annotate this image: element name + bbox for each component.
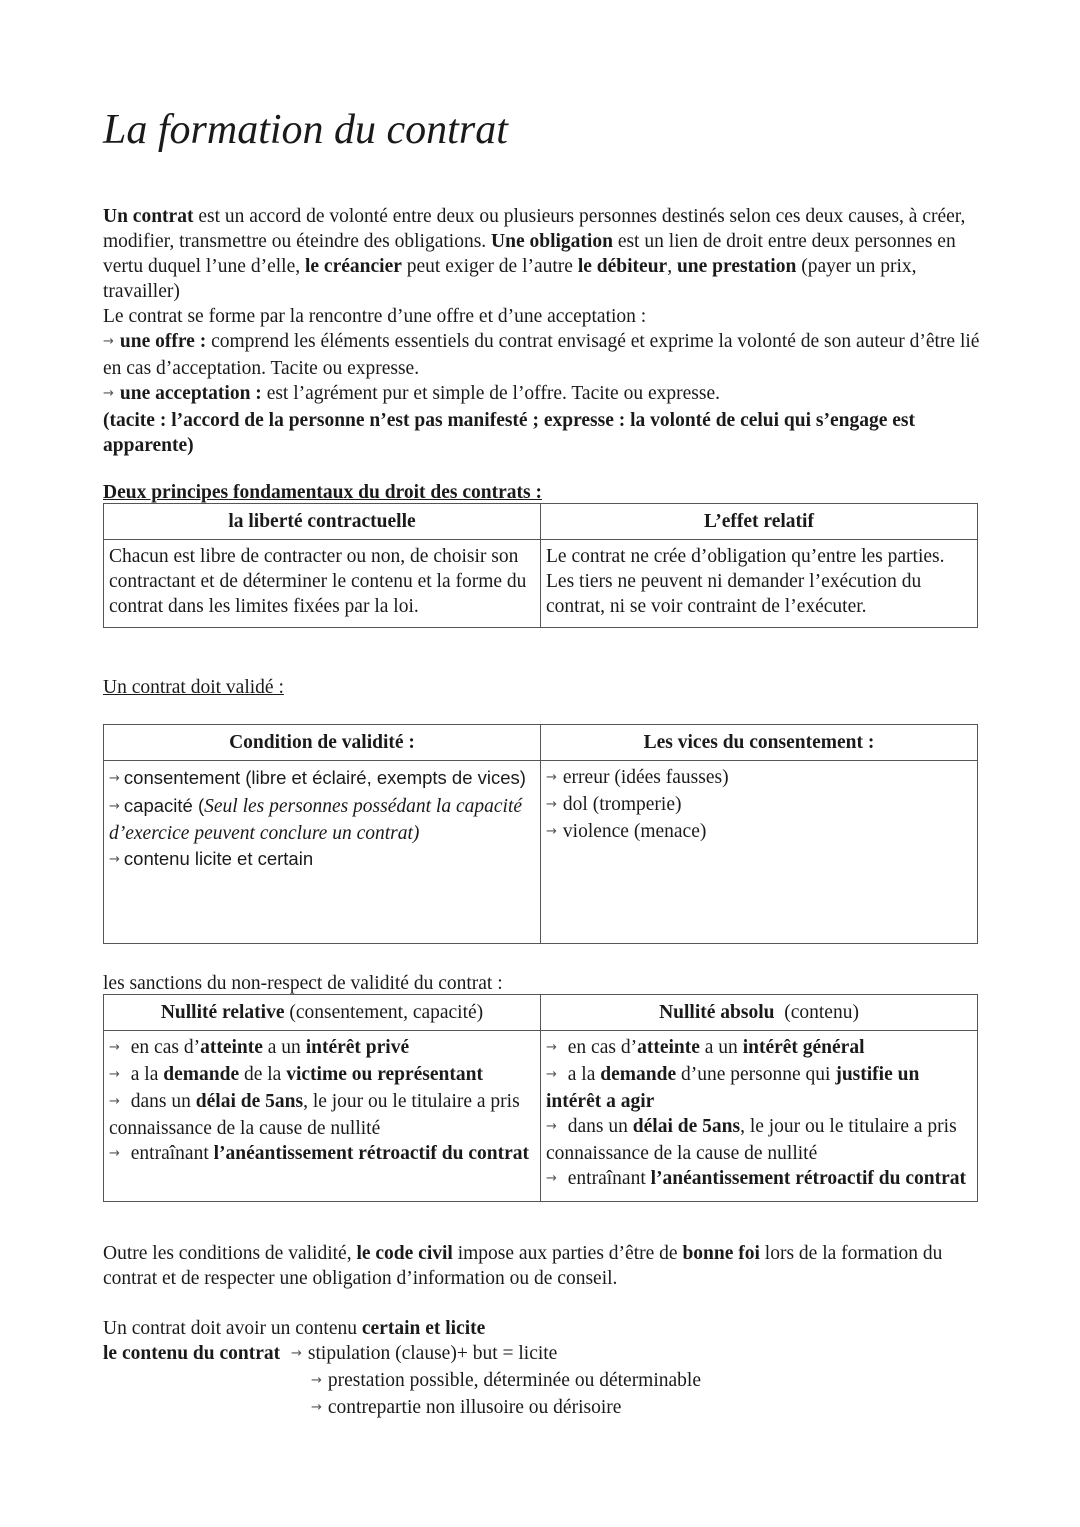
intro-note: (tacite : l’accord de la personne n’est pas manifesté ; expresse : la volonté de celui qui s’engage est apparente) xyxy=(103,410,916,456)
sanctions-header-absolu: Nullité absolu (contenu) xyxy=(541,995,978,1031)
arrow-icon: → xyxy=(109,1094,120,1109)
list-item: → dol (tromperie) xyxy=(546,794,682,815)
principes-heading: Deux principes fondamentaux du droit des contrats : xyxy=(103,482,542,503)
sanctions-table-wrap xyxy=(103,994,983,1202)
validite-table xyxy=(103,724,978,944)
contenu-item: → prestation possible, déterminée ou déterminable xyxy=(311,1370,701,1391)
validite-header-conditions: Condition de validité : xyxy=(104,725,541,761)
intro-formation: Le contrat se forme par la rencontre d’une offre et d’une acceptation : xyxy=(103,306,647,327)
list-item: → consentement (libre et éclairé, exempts de vices) xyxy=(109,767,526,788)
intro-definition: Un contrat est un accord de volonté entre deux ou plusieurs personnes destinés selon ces deux causes, à créer, modifier, transmettre ou éteindre des obligations. Une obligation est un lien de droit entre deux personnes en vertu duquel l’une d’elle, le créancier peut exiger de l’autre le débiteur, une prestation (payer un prix, travailler) xyxy=(103,206,966,302)
arrow-icon: → xyxy=(109,852,120,867)
list-item: → entraînant l’anéantissement rétroactif du contrat xyxy=(546,1168,966,1189)
outre-paragraph: Outre les conditions de validité, le code civil impose aux parties d’être de bonne foi lors de la formation du contrat et de respecter une obligation d’information ou de conseil. xyxy=(103,1243,943,1289)
sanctions-heading: les sanctions du non-respect de validité du contrat : xyxy=(103,973,503,994)
arrow-icon: → xyxy=(546,824,557,839)
arrow-icon: → xyxy=(546,770,557,785)
term-contrat: Un contrat xyxy=(103,206,194,227)
sanctions-cell-absolu xyxy=(541,1031,978,1202)
list-item: → en cas d’atteinte a un intérêt privé xyxy=(109,1037,410,1058)
arrow-icon: → xyxy=(109,1040,120,1055)
page-title: La formation du contrat xyxy=(103,107,508,153)
contenu-item: → contrepartie non illusoire ou dérisoire xyxy=(311,1397,622,1418)
sanctions-cell-relative xyxy=(104,1031,541,1202)
arrow-icon: → xyxy=(109,1146,120,1161)
term-creancier: le créancier xyxy=(304,256,402,277)
arrow-icon: → xyxy=(109,1067,120,1082)
intro-offre: → une offre : comprend les éléments essentiels du contrat envisagé et exprime la volonté de son auteur d’être lié en cas d’acceptation. Tacite ou expresse. xyxy=(103,331,980,379)
validite-cell-vices xyxy=(541,761,978,944)
list-item: → a la demande de la victime ou représentant xyxy=(109,1064,483,1085)
term-obligation: Une obligation xyxy=(491,231,613,252)
list-item: → capacité (Seul les personnes possédant la capacité d’exercice peuvent conclure un contrat) xyxy=(109,795,523,844)
arrow-icon: → xyxy=(109,771,120,786)
sanctions-header-relative: Nullité relative (consentement, capacité) xyxy=(104,995,541,1031)
intro-acceptation: → une acceptation : est l’agrément pur et simple de l’offre. Tacite ou expresse. xyxy=(103,383,720,404)
arrow-icon: → xyxy=(291,1346,302,1361)
principes-header-liberte: la liberté contractuelle xyxy=(104,504,541,540)
arrow-icon: → xyxy=(546,1067,557,1082)
principes-table-wrap xyxy=(103,503,983,628)
contenu-section xyxy=(103,1316,983,1422)
arrow-icon: → xyxy=(546,797,557,812)
list-item: → violence (menace) xyxy=(546,821,707,842)
list-item: → entraînant l’anéantissement rétroactif du contrat xyxy=(109,1143,529,1164)
term-prestation: une prestation xyxy=(676,256,797,277)
list-item: → dans un délai de 5ans, le jour ou le titulaire a pris connaissance de la cause de nullité xyxy=(546,1116,957,1164)
principes-cell-effet: Le contrat ne crée d’obligation qu’entre les parties. Les tiers ne peuvent ni demander l’exécution du contrat, ni se voir contraint de l’exécuter. xyxy=(541,540,978,628)
contenu-item: le contenu du contrat → stipulation (clause)+ but = licite xyxy=(103,1343,558,1364)
arrow-icon: → xyxy=(311,1400,322,1415)
arrow-icon: → xyxy=(103,386,114,401)
principes-table xyxy=(103,503,978,628)
intro-section xyxy=(103,204,983,458)
validite-heading: Un contrat doit validé : xyxy=(103,677,284,698)
list-item: → a la demande d’une personne qui justifie un intérêt a agir xyxy=(546,1064,920,1112)
term-debiteur: le débiteur xyxy=(577,256,668,277)
validite-header-vices: Les vices du consentement : xyxy=(541,725,978,761)
validite-cell-conditions xyxy=(104,761,541,944)
arrow-icon: → xyxy=(546,1119,557,1134)
contenu-line: Un contrat doit avoir un contenu certain et licite xyxy=(103,1318,486,1339)
arrow-icon: → xyxy=(546,1171,557,1186)
sanctions-table xyxy=(103,994,978,1202)
validite-table-wrap xyxy=(103,724,983,944)
arrow-icon: → xyxy=(103,334,114,349)
arrow-icon: → xyxy=(311,1373,322,1388)
list-item: → erreur (idées fausses) xyxy=(546,767,729,788)
arrow-icon: → xyxy=(546,1040,557,1055)
principes-header-effet: L’effet relatif xyxy=(541,504,978,540)
principes-cell-liberte: Chacun est libre de contracter ou non, de choisir son contractant et de déterminer le contenu et la forme du contrat dans les limites fixées par la loi. xyxy=(104,540,541,628)
list-item: → contenu licite et certain xyxy=(109,848,314,869)
list-item: → dans un délai de 5ans, le jour ou le titulaire a pris connaissance de la cause de nullité xyxy=(109,1091,520,1139)
list-item: → en cas d’atteinte a un intérêt général xyxy=(546,1037,865,1058)
arrow-icon: → xyxy=(109,799,120,814)
